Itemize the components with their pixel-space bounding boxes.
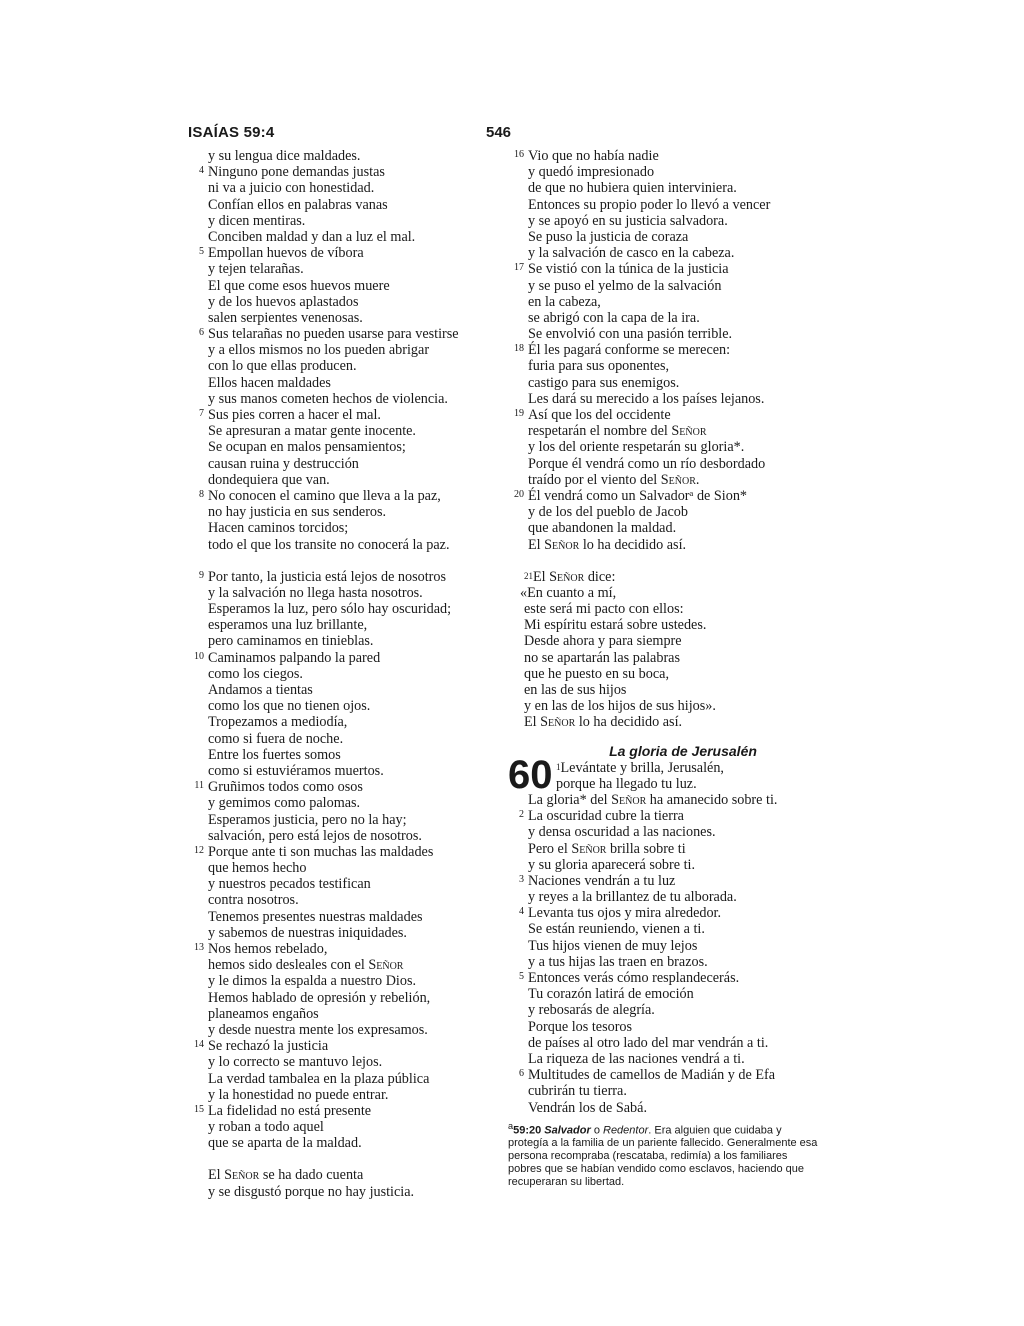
verse-text: La fidelidad no está presente xyxy=(208,1102,372,1119)
verse-line xyxy=(508,504,818,520)
verse-text: Ninguno pone demandas justas xyxy=(208,164,385,181)
verse-line xyxy=(188,375,498,391)
verse-line xyxy=(188,876,498,892)
verse-text: Entonces verás cómo resplandecerás. xyxy=(528,970,740,986)
verse-text: y se disgustó porque no hay justicia. xyxy=(208,1183,415,1200)
verse-text: La oscuridad cubre la tierra xyxy=(528,808,684,825)
verse-text: y a tus hijas las traen en brazos. xyxy=(528,953,708,970)
verse-line xyxy=(508,472,818,488)
verse-line xyxy=(188,358,498,374)
verse-text: como si fuera de noche. xyxy=(208,730,344,747)
verse-text: y la honestidad no puede entrar. xyxy=(208,1086,389,1103)
verse-21-block xyxy=(508,569,818,731)
verse-text: con lo que ellas producen. xyxy=(208,358,357,375)
verse-text: no hay justicia en sus senderos. xyxy=(208,504,387,521)
verse-text: Ellos hacen maldades xyxy=(208,374,331,391)
verse-line xyxy=(188,617,498,633)
verse-line xyxy=(188,941,498,957)
verses-60-1-6 xyxy=(508,792,818,1116)
verse-line xyxy=(188,957,498,973)
verse-text: Se puso la justicia de coraza xyxy=(528,228,689,245)
verse-line xyxy=(188,504,498,520)
verse-line xyxy=(188,229,498,245)
verse-line: Mi espíritu estará sobre ustedes. xyxy=(524,617,707,634)
verse-line xyxy=(508,1051,818,1067)
verse-line xyxy=(188,909,498,925)
verse-line xyxy=(188,537,498,553)
verse-line xyxy=(188,407,498,423)
verse-line xyxy=(188,990,498,1006)
verse-line xyxy=(508,391,818,407)
stanza-gap xyxy=(508,553,818,569)
verse-text: El que come esos huevos muere xyxy=(208,277,390,294)
verse-text: y roban a todo aquel xyxy=(208,1119,324,1136)
verse-line xyxy=(188,1038,498,1054)
verse-text: y reyes a la brillantez de tu alborada. xyxy=(528,889,737,906)
verse-line xyxy=(508,342,818,358)
verse-line xyxy=(508,808,818,824)
verse-line xyxy=(508,1019,818,1035)
verse-line xyxy=(508,229,818,245)
verse-text: Se están reuniendo, vienen a ti. xyxy=(528,921,705,938)
verse-line xyxy=(508,792,818,808)
verse-text: Porque ante ti son muchas las maldades xyxy=(208,843,434,860)
verse-line xyxy=(508,407,818,423)
verse-line: y en las de los hijos de sus hijos». xyxy=(524,698,716,715)
verse-line xyxy=(188,860,498,876)
verse-line xyxy=(508,164,818,180)
verse-text: planeamos engaños xyxy=(208,1005,319,1022)
verse-21-lines xyxy=(508,601,818,731)
verse-number: 5 xyxy=(199,246,204,258)
verse-number: 6 xyxy=(519,1068,524,1080)
verse-text: ni va a juicio con honestidad. xyxy=(208,180,375,197)
verse-line xyxy=(188,391,498,407)
verse-text: Porque los tesoros xyxy=(528,1018,633,1035)
verse-text: salen serpientes venenosas. xyxy=(208,309,363,326)
verse-text: y a ellos mismos no los pueden abrigar xyxy=(208,342,430,359)
verse-line xyxy=(188,601,498,617)
running-header: ISAÍAS 59:4 xyxy=(188,124,275,141)
verse-line xyxy=(188,666,498,682)
verse-text: Se vistió con la túnica de la justicia xyxy=(528,261,729,278)
verse-line xyxy=(508,889,818,905)
verse-line xyxy=(188,278,498,294)
verse-line xyxy=(188,973,498,989)
verse-line xyxy=(188,294,498,310)
verse-text: y quedó impresionado xyxy=(528,164,655,181)
verse-line xyxy=(508,520,818,536)
verse-text: Sus pies corren a hacer el mal. xyxy=(208,407,381,423)
verse-line: El Señor lo ha decidido así. xyxy=(524,714,683,731)
verse-number: 21 xyxy=(524,570,533,581)
verse-line xyxy=(188,569,498,585)
verse-line xyxy=(188,585,498,601)
verse-text: Él les pagará conforme se merecen: xyxy=(528,342,731,359)
verse-line xyxy=(508,358,818,374)
verse-text: dondequiera que van. xyxy=(208,471,330,488)
verse-line xyxy=(188,472,498,488)
verse-line xyxy=(188,633,498,649)
verse-number: 5 xyxy=(519,971,524,982)
verse-line xyxy=(508,213,818,229)
verse-number: 4 xyxy=(199,165,204,177)
verse-line xyxy=(508,326,818,342)
verse-line xyxy=(188,828,498,844)
verse-text: como los que no tienen ojos. xyxy=(208,698,371,715)
verse-line xyxy=(188,731,498,747)
verse-line xyxy=(508,294,818,310)
verse-text: Pero el Señor brilla sobre ti xyxy=(528,840,686,857)
verse-line xyxy=(508,245,818,261)
verse-text: Se rechazó la justicia xyxy=(208,1038,329,1055)
verse-text: contra nosotros. xyxy=(208,892,299,909)
verse-line xyxy=(508,375,818,391)
verse-line xyxy=(508,1035,818,1051)
verse-line: que he puesto en su boca, xyxy=(524,665,669,682)
verse-text: cubrirán tu tierra. xyxy=(528,1083,627,1100)
verse-text: Empollan huevos de víbora xyxy=(208,245,364,262)
verse-text: y tejen telarañas. xyxy=(208,261,304,278)
verse-text: esperamos una luz brillante, xyxy=(208,617,368,634)
verse-line xyxy=(508,921,818,937)
verse-line xyxy=(508,1100,818,1116)
verse-number: 13 xyxy=(194,942,204,953)
verse-text: Hemos hablado de opresión y rebelión, xyxy=(208,989,431,1006)
verse-line xyxy=(188,812,498,828)
verse-line xyxy=(508,857,818,873)
verse-text: y se apoyó en su justicia salvadora. xyxy=(528,212,728,229)
verse-text: y densa oscuridad a las naciones. xyxy=(528,824,716,841)
verse-text: y lo correcto se mantuvo lejos. xyxy=(208,1054,383,1071)
verse-text: y su lengua dice maldades. xyxy=(208,148,361,164)
verse-number: 12 xyxy=(194,844,204,856)
verse-text: El Señor lo ha decidido así. xyxy=(528,536,687,553)
verse-text: Entre los fuertes somos xyxy=(208,746,341,763)
verse-line: porque ha llegado tu luz. xyxy=(556,775,697,792)
verse-text: La verdad tambalea en la plaza pública xyxy=(208,1070,430,1087)
verse-line: Desde ahora y para siempre xyxy=(524,633,682,650)
verse-text: La riqueza de las naciones vendrá a ti. xyxy=(528,1050,745,1067)
verse-line xyxy=(188,795,498,811)
verse-line xyxy=(508,841,818,857)
verse-text: y nuestros pecados testifican xyxy=(208,876,371,893)
verse-number: 6 xyxy=(199,327,204,339)
verse-number: 16 xyxy=(514,149,524,160)
verse-number: 18 xyxy=(514,343,524,355)
verse-text: Vendrán los de Sabá. xyxy=(528,1099,647,1116)
right-column xyxy=(508,148,818,1189)
verse-line xyxy=(188,763,498,779)
verse-line xyxy=(188,213,498,229)
verse-text: respetarán el nombre del Señor xyxy=(528,423,707,440)
verse-text: que abandonen la maldad. xyxy=(528,520,677,537)
chapter-60-opening xyxy=(508,752,818,797)
verse-line xyxy=(188,779,498,795)
verse-text: Sus telarañas no pueden usarse para vestirse xyxy=(208,326,459,343)
footnote-mark: a xyxy=(508,1120,514,1131)
verse-line xyxy=(188,1022,498,1038)
verse-number: 20 xyxy=(514,488,524,500)
verse-text: El Señor se ha dado cuenta xyxy=(208,1167,364,1184)
verse-text: Confían ellos en palabras vanas xyxy=(208,196,388,213)
quote-open: «En cuanto a mí, xyxy=(520,584,617,601)
verse-number: 3 xyxy=(519,873,524,885)
verse-line xyxy=(188,310,498,326)
verse-line xyxy=(508,954,818,970)
verse-text: y de los del pueblo de Jacob xyxy=(528,504,688,521)
verse-text: Esperamos justicia, pero no la hay; xyxy=(208,811,407,828)
verse-line xyxy=(188,245,498,261)
verse-text: El Señor dice: xyxy=(533,568,616,585)
verse-text: de países al otro lado del mar vendrán a ti. xyxy=(528,1034,769,1051)
verse-line xyxy=(188,1119,498,1135)
verse-number: 10 xyxy=(194,650,204,662)
verse-number: 17 xyxy=(514,262,524,274)
verse-line xyxy=(188,439,498,455)
verse-line xyxy=(188,698,498,714)
verse-line xyxy=(508,488,818,504)
verse-line: no se apartarán las palabras xyxy=(524,649,680,666)
verse-line xyxy=(188,148,498,164)
verse-text: y sus manos cometen hechos de violencia. xyxy=(208,390,448,407)
verse-text: Les dará su merecido a los países lejanos. xyxy=(528,390,765,407)
verse-line xyxy=(508,148,818,164)
verse-text: y rebosarás de alegría. xyxy=(528,1002,655,1019)
verse-line xyxy=(508,986,818,1002)
verse-text: y la salvación de casco en la cabeza. xyxy=(528,245,735,262)
footnote-ref: 59:20 xyxy=(513,1124,542,1137)
verse-text: Entonces su propio poder lo llevó a vencer xyxy=(528,196,771,213)
verse-text: castigo para sus enemigos. xyxy=(528,374,680,391)
verse-text: Se ocupan en malos pensamientos; xyxy=(208,439,406,456)
footnote-term: Salvador xyxy=(544,1124,591,1137)
verse-line xyxy=(188,1103,498,1119)
verse-line: en las de sus hijos xyxy=(524,682,627,698)
verse-line xyxy=(508,905,818,921)
verse-number: 9 xyxy=(199,569,204,581)
verse-line xyxy=(188,1135,498,1151)
verse-number: 2 xyxy=(519,809,524,821)
verse-line xyxy=(508,197,818,213)
verse-text: Se apresuran a matar gente inocente. xyxy=(208,423,416,440)
verse-line xyxy=(188,197,498,213)
verse-text: Conciben maldad y dan a luz el mal. xyxy=(208,228,416,245)
verse-line xyxy=(188,747,498,763)
verse-number: 11 xyxy=(194,780,204,792)
verse-text: Nos hemos rebelado, xyxy=(208,941,328,957)
verse-text: Por tanto, la justicia está lejos de nosotros xyxy=(208,568,446,585)
verse-line xyxy=(508,423,818,439)
verse-line xyxy=(188,682,498,698)
verse-text: en la cabeza, xyxy=(528,293,601,310)
verse-text: hemos sido desleales con el Señor xyxy=(208,957,404,974)
verse-text: Tenemos presentes nuestras maldades xyxy=(208,908,423,925)
verse-text: y los del oriente respetarán su gloria*. xyxy=(528,439,745,456)
verse-line xyxy=(508,873,818,889)
verse-text: Él vendrá como un Salvadorᵃ de Sion* xyxy=(528,487,748,504)
verse-text: pero caminamos en tinieblas. xyxy=(208,633,374,650)
verse-line xyxy=(188,1006,498,1022)
verse-text: que se aparta de la maldad. xyxy=(208,1135,362,1152)
verse-text: Gruñimos todos como osos xyxy=(208,779,363,796)
verse-text: como los ciegos. xyxy=(208,665,303,682)
verse-line xyxy=(508,970,818,986)
stanza-gap xyxy=(188,1151,498,1167)
verse-text: y se puso el yelmo de la salvación xyxy=(528,277,722,294)
verse-text: traído por el viento del Señor. xyxy=(528,471,700,488)
verse-line xyxy=(188,1184,498,1200)
verse-text: que hemos hecho xyxy=(208,860,307,877)
verse-text: Hacen caminos torcidos; xyxy=(208,520,349,537)
verse-line xyxy=(508,278,818,294)
verse-text: Levántate y brilla, Jerusalén, xyxy=(560,759,724,776)
verse-line xyxy=(508,938,818,954)
page-number: 546 xyxy=(486,124,512,141)
verse-line xyxy=(188,892,498,908)
verse-line xyxy=(188,326,498,342)
verse-number: 4 xyxy=(519,906,524,918)
verse-line xyxy=(188,456,498,472)
verse-line xyxy=(508,261,818,277)
verse-text: Naciones vendrán a tu luz xyxy=(528,872,676,889)
verse-line xyxy=(188,261,498,277)
verse-number: 8 xyxy=(199,488,204,500)
footnote-text: . Era alguien que cuidaba y protegía a la familia de un pariente fallecido. Generalmente esa persona recompraba (rescataba, redimía) a los familiares pobres que se habían vendido como esclavos, haciendo que recuperaran su libertad. xyxy=(508,1124,818,1189)
verse-text: La gloria* del Señor ha amanecido sobre ti. xyxy=(528,791,778,808)
verse-line xyxy=(508,1083,818,1099)
verse-line xyxy=(188,342,498,358)
left-column xyxy=(188,148,498,1200)
verse-text: Tropezamos a mediodía, xyxy=(208,714,348,731)
section-heading: La gloria de Jerusalén xyxy=(609,742,757,759)
verse-text: y desde nuestra mente los expresamos. xyxy=(208,1021,428,1038)
verse-line xyxy=(508,1002,818,1018)
verse-text: de que no hubiera quien interviniera. xyxy=(528,180,737,197)
verse-number: 15 xyxy=(194,1103,204,1115)
verse-text: Caminamos palpando la pared xyxy=(208,649,381,666)
verse-number: 7 xyxy=(199,408,204,419)
verse-text: y su gloria aparecerá sobre ti. xyxy=(528,856,696,873)
verse-text: Tu corazón latirá de emoción xyxy=(528,986,694,1003)
verse-text: Andamos a tientas xyxy=(208,682,313,698)
verse-text: Multitudes de camellos de Madián y de Efa xyxy=(528,1067,776,1084)
verse-line xyxy=(508,456,818,472)
verse-line xyxy=(188,180,498,196)
stanza-gap xyxy=(188,553,498,569)
footnote xyxy=(508,1120,818,1190)
verses-16-20 xyxy=(508,148,818,553)
verse-line xyxy=(508,310,818,326)
verse-number: 14 xyxy=(194,1039,204,1051)
verse-number: 1 xyxy=(556,761,561,772)
verse-text: Se envolvió con una pasión terrible. xyxy=(528,326,733,343)
verse-line xyxy=(188,423,498,439)
verse-text: Vio que no había nadie xyxy=(528,148,659,164)
verse-line xyxy=(188,925,498,941)
chapter-number: 60 xyxy=(508,752,553,797)
verse-number: 19 xyxy=(514,408,524,419)
verse-line xyxy=(508,180,818,196)
verse-line xyxy=(188,164,498,180)
verse-text: y gemimos como palomas. xyxy=(208,795,361,812)
footnote-alt: Redentor xyxy=(603,1124,649,1137)
verse-line xyxy=(188,1054,498,1070)
verse-line xyxy=(508,824,818,840)
verse-line xyxy=(188,1071,498,1087)
verse-text: salvación, pero está lejos de nosotros. xyxy=(208,827,422,844)
verse-text: se abrigó con la capa de la ira. xyxy=(528,309,700,326)
footnote-conj: o xyxy=(590,1124,603,1137)
verse-line xyxy=(188,650,498,666)
verse-line xyxy=(508,439,818,455)
verse-text: causan ruina y destrucción xyxy=(208,455,359,472)
verse-21-intro xyxy=(508,569,818,585)
verse-text: Tus hijos vienen de muy lejos xyxy=(528,937,698,954)
verse-text: como si estuviéramos muertos. xyxy=(208,762,384,779)
verse-text: furia para sus oponentes, xyxy=(528,358,670,375)
verse-text: y le dimos la espalda a nuestro Dios. xyxy=(208,973,417,990)
verse-text: y sabemos de nuestras iniquidades. xyxy=(208,924,407,941)
verse-line xyxy=(188,520,498,536)
verse-text: y dicen mentiras. xyxy=(208,212,306,229)
verse-line: este será mi pacto con ellos: xyxy=(524,601,684,618)
verse-text: Porque él vendrá como un río desbordado xyxy=(528,455,766,472)
verse-text: todo el que los transite no conocerá la paz. xyxy=(208,536,450,553)
verse-line xyxy=(188,1167,498,1183)
verse-line xyxy=(188,488,498,504)
verse-text: Levanta tus ojos y mira alrededor. xyxy=(528,905,722,922)
verse-line xyxy=(508,537,818,553)
verse-line xyxy=(188,714,498,730)
verse-text: No conocen el camino que lleva a la paz, xyxy=(208,487,441,504)
verse-text: y de los huevos aplastados xyxy=(208,293,359,310)
verse-line xyxy=(508,760,818,776)
verse-text: Así que los del occidente xyxy=(528,407,671,423)
verse-text: Esperamos la luz, pero sólo hay oscuridad; xyxy=(208,601,452,618)
verse-line xyxy=(188,844,498,860)
verse-line xyxy=(188,1087,498,1103)
verse-text: y la salvación no llega hasta nosotros. xyxy=(208,584,423,601)
verse-line xyxy=(508,1067,818,1083)
